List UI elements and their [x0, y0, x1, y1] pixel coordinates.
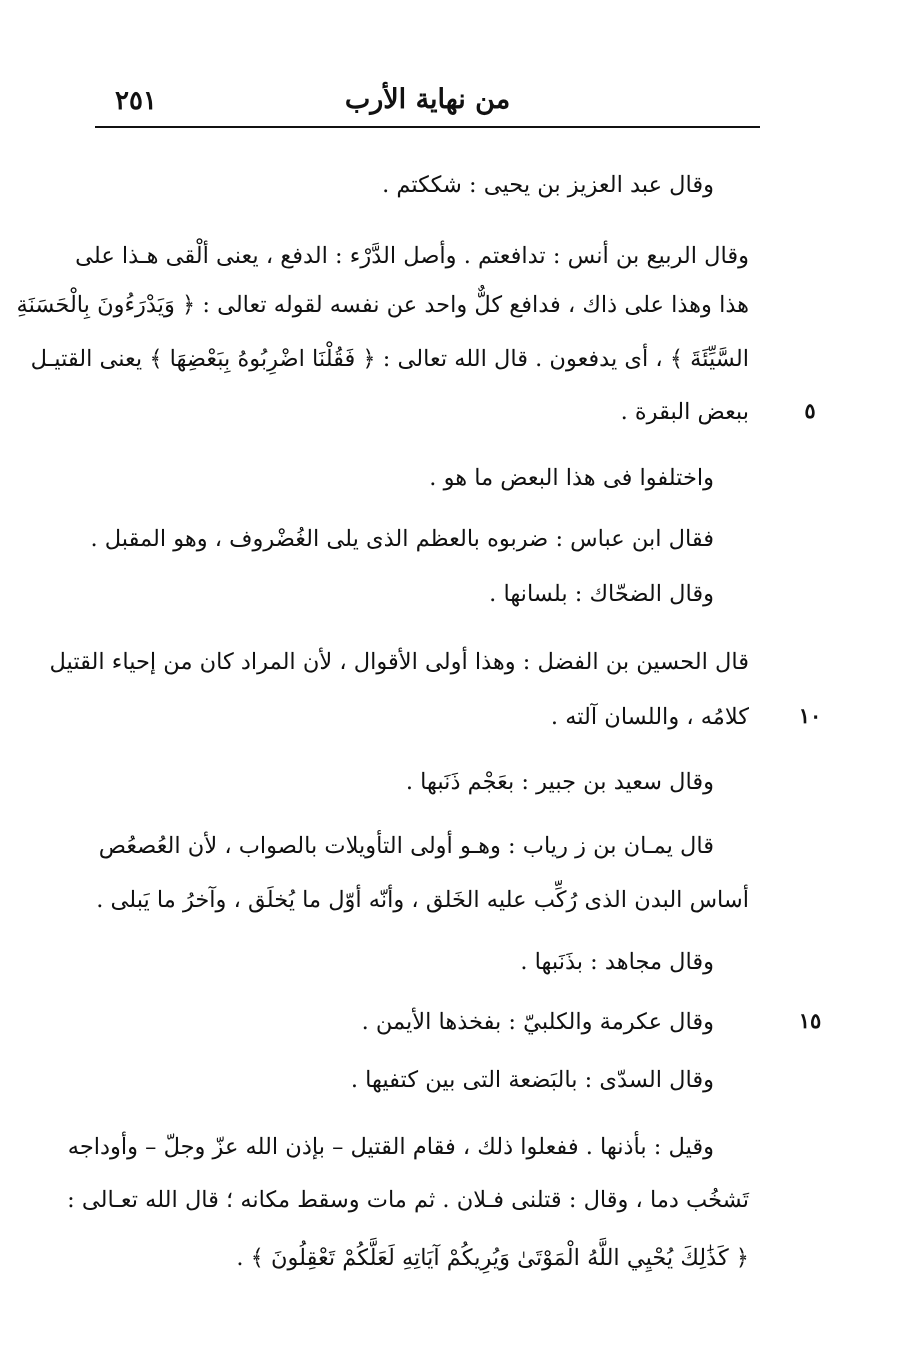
- text-line: وقال الضحّاك : بلسانها .: [489, 581, 714, 607]
- text-line: وقال السدّى : بالبَضعة التى بين كتفيها .: [350, 1067, 714, 1093]
- text-line: وقيل : بأذنها . ففعلوا ذلك ، فقام القتيل – بإذن الله عزّ وجلّ – وأوداجه: [67, 1134, 714, 1160]
- line-number: ٥: [804, 398, 816, 423]
- text-line: هذا وهذا على ذاك ، فدافع كلٌّ واحد عن نفسه لقوله تعالى : ﴿ وَيَدْرَءُونَ بِالْحَسَنَةِ: [16, 292, 749, 318]
- text-line: وقال الربيع بن أنس : تدافعتم . وأصل الدَّرْء : الدفع ، يعنى ألْقى هـذا على: [75, 243, 749, 269]
- line-number: ١٠: [798, 703, 822, 728]
- text-line: واختلفوا فى هذا البعض ما هو .: [429, 465, 714, 491]
- text-line: كلامُه ، واللسان آلته .: [550, 704, 749, 730]
- text-line: قال يمـان بن ز رياب : وهـو أولى التأويلات بالصواب ، لأن العُصعُص: [98, 833, 714, 859]
- page-number: ٢٥١: [115, 86, 157, 116]
- text-line: وقال مجاهد : بذَنَبها .: [520, 949, 714, 975]
- text-line: أساس البدن الذى رُكِّب عليه الخَلق ، وأنّه أوّل ما يُخلَق ، وآخرُ ما يَبلى .: [96, 887, 749, 913]
- text-line: ببعض البقرة .: [620, 399, 749, 425]
- text-line: تَشخُب دما ، وقال : قتلنى فـلان . ثم مات وسقط مكانه ؛ قال الله تعـالى :: [67, 1187, 749, 1213]
- text-line: قال الحسين بن الفضل : وهذا أولى الأقوال ، لأن المراد كان من إحياء القتيل: [49, 649, 749, 675]
- text-line: وقال عكرمة والكلبيّ : بفخذها الأيمن .: [361, 1009, 714, 1035]
- text-line: ﴿ كَذَٰلِكَ يُحْيِي اللَّهُ الْمَوْتَىٰ وَيُرِيكُمْ آيَاتِهِ لَعَلَّكُمْ تَعْقِلُونَ ﴾ .: [236, 1245, 749, 1271]
- text-line: فقال ابن عباس : ضربوه بالعظم الذى يلى الغُضْروف ، وهو المقبل .: [90, 526, 714, 552]
- line-number: ١٥: [798, 1008, 822, 1033]
- text-line: وقال عبد العزيز بن يحيى : شككتم .: [382, 172, 714, 198]
- page-header: [95, 78, 760, 128]
- text-line: وقال سعيد بن جبير : بعَجْم ذَنَبها .: [405, 769, 714, 795]
- text-line: السَّيِّئَةَ ﴾ ، أى يدفعون . قال الله تعالى : ﴿ فَقُلْنَا اضْرِبُوهُ بِبَعْضِهَا ﴾ يعنى القتيـل: [30, 346, 749, 372]
- running-title: من نهاية الأرب: [344, 84, 511, 115]
